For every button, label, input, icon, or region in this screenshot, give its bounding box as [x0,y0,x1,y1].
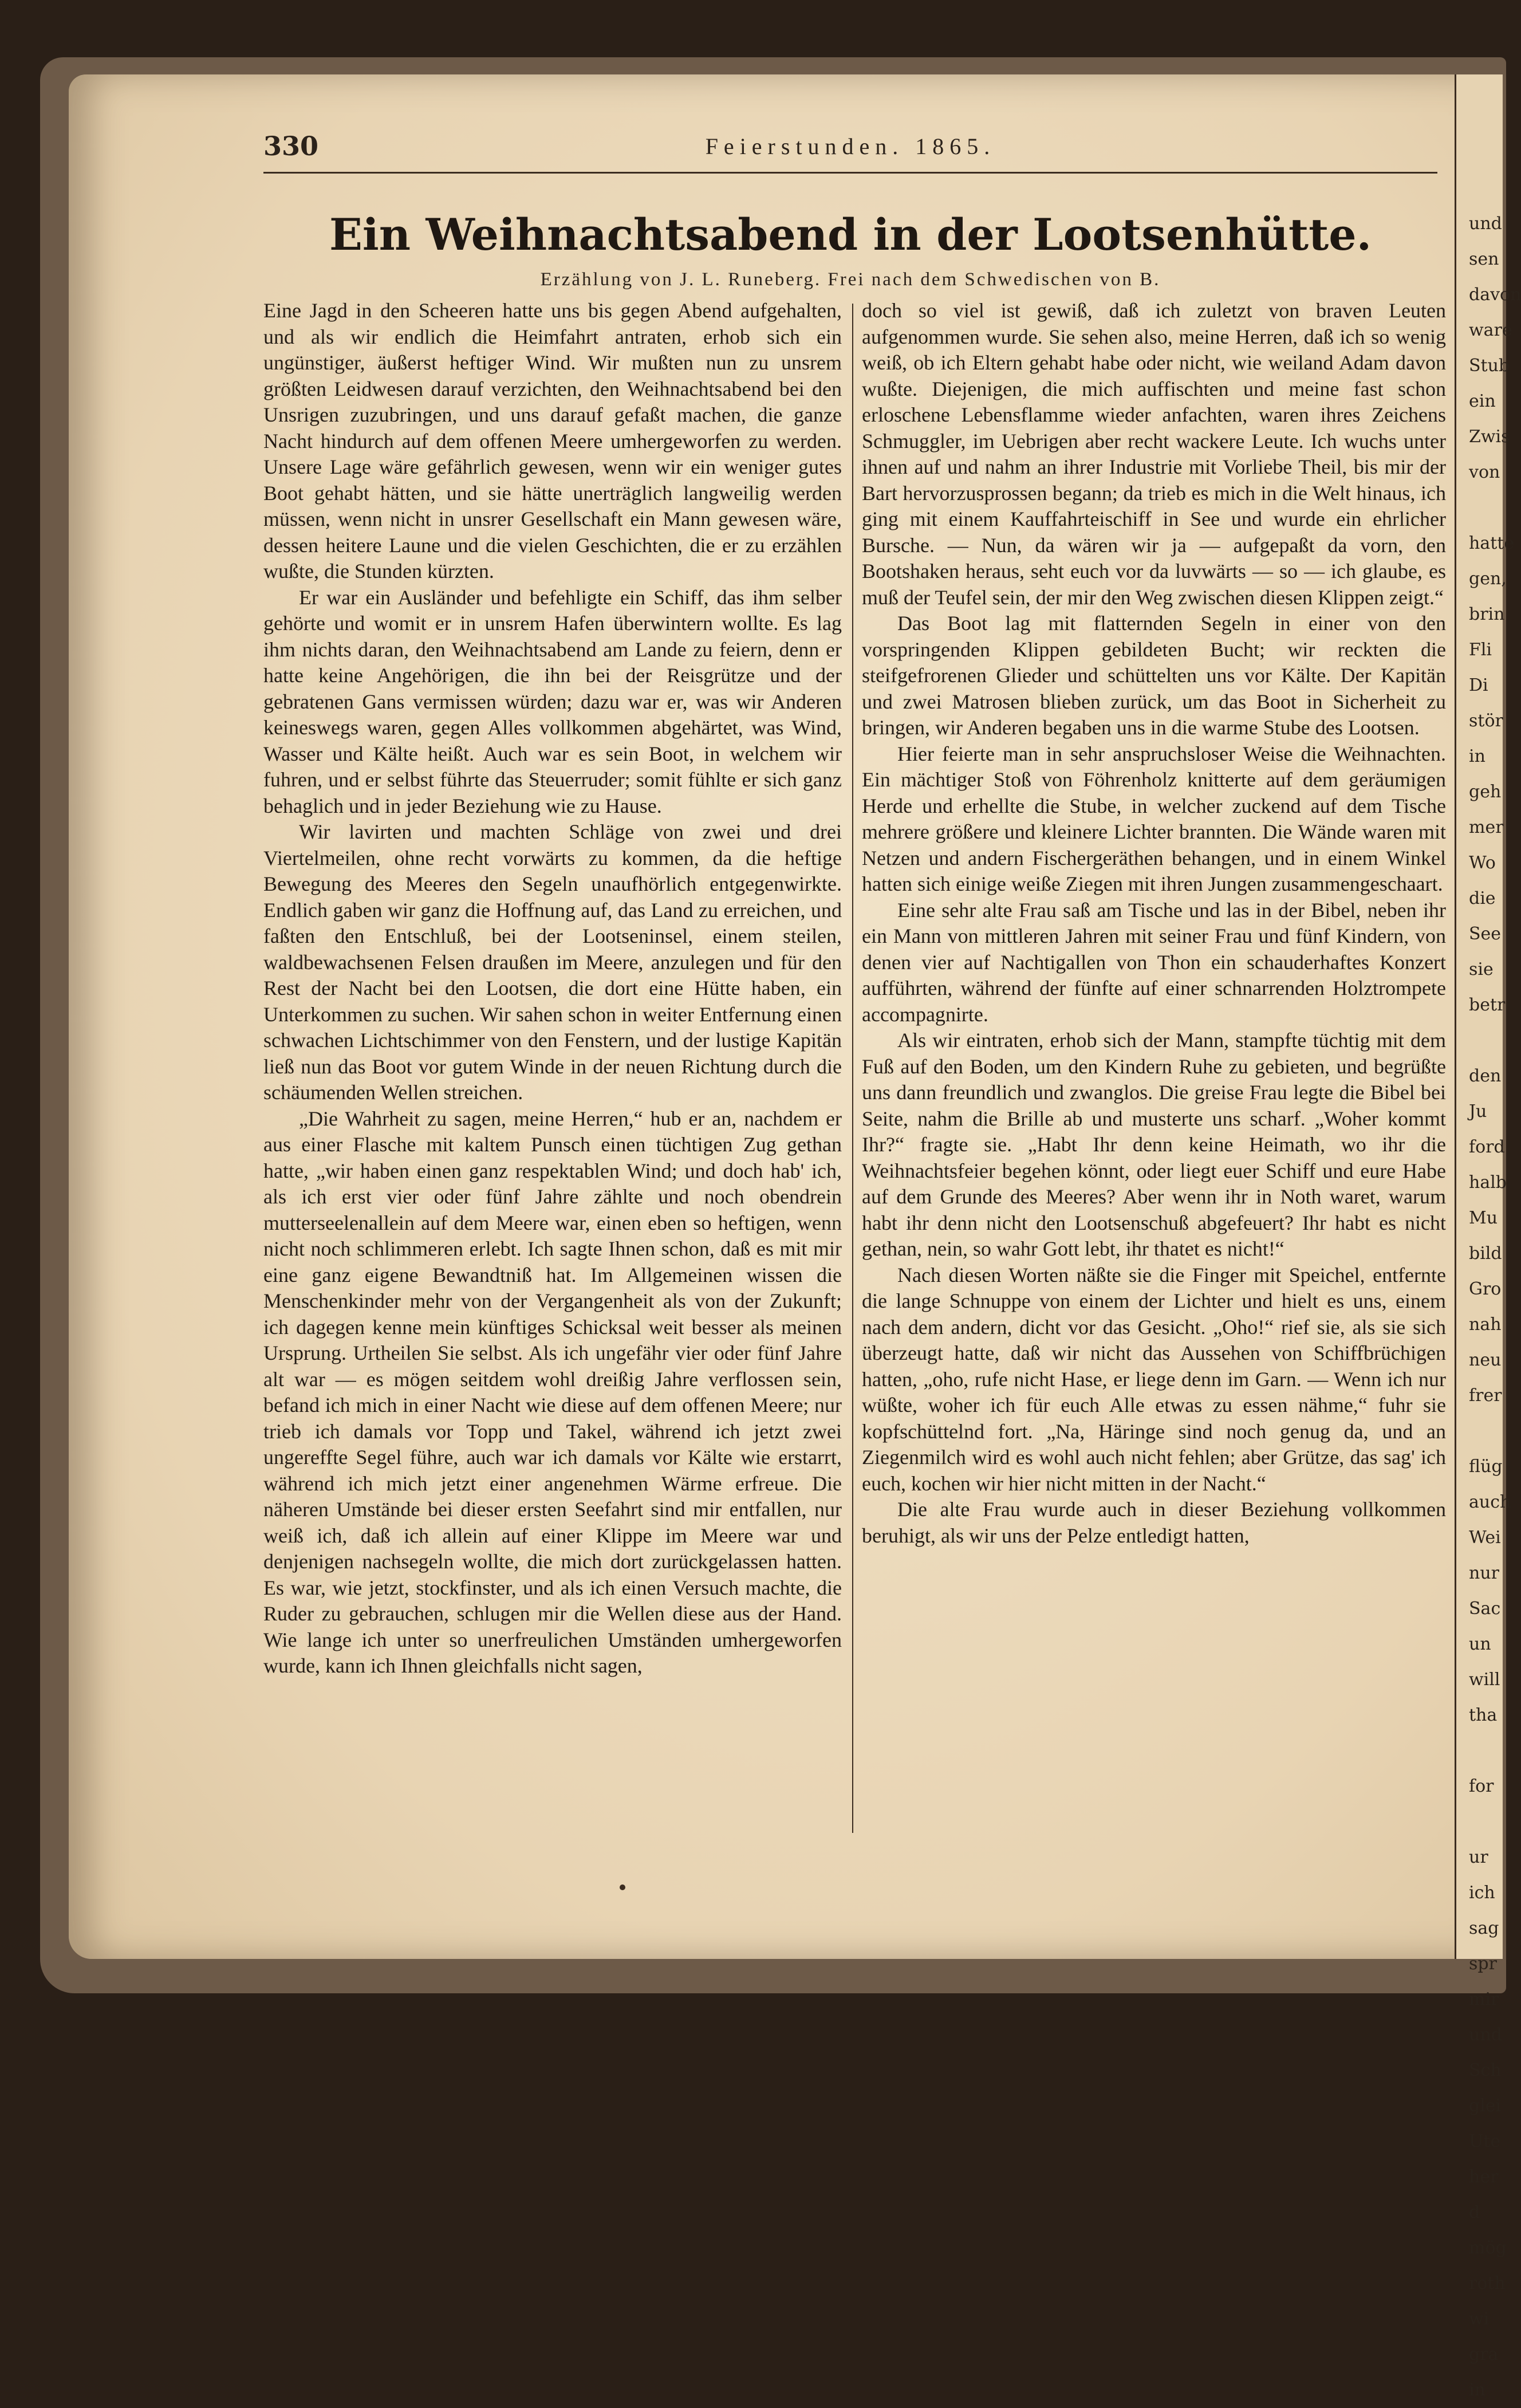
next-page-fragment: d [1469,2202,1480,2222]
paragraph: Nach diesen Worten näßte sie die Finger mit Speichel, entfernte die lange Schnuppe von einem der Lichter und hielt es uns, einem nach dem andern, dicht vor das Gesicht. „Oho!“ rief sie, als sie sich überzeugt hatte, daß wir nicht das Aussehen von Schiffbrüchigen hatten, „oho, rufe nicht Hase, er liege denn im Garn. — Wenn ich nur wüßte, woher ich für euch Alle etwas zu essen nähme,“ fuhr sie kopfschüttelnd fort. „Na, Häringe sind noch genug da, und an Ziegenmilch wird es wohl auch nicht fehlen; aber Grütze, das sag' ich euch, kochen wir hier nicht mitten in der Nacht.“ [862,1263,1446,1495]
next-page-fragment [1456,490,1503,526]
next-page-fragment: will [1469,1670,1500,1690]
page-number: 330 [263,131,319,162]
next-page-fragment: nah [1469,1315,1502,1335]
paragraph: Hier feierte man in sehr anspruchsloser Weise die Weihnachten. Ein mächtiger Stoß von Föhrenholz knitterte auf dem geräumigen Herde und erhellte die Stube, in welcher zuckend auf dem Tische mehrere größere und kleinere Lichter brannten. Die Wände waren mit Netzen und andern Fischergeräthen behangen, und in einem Winkel hatten sich einige weiße Ziegen mit ihren Jungen zusammengeschaart. [862,742,1446,895]
paragraph: Eine Jagd in den Scheeren hatte uns bis gegen Abend aufgehalten, und als wir endlich die Heimfahrt antraten, erhob sich ein ungünstiger, äußerst heftiger Wind. Wir mußten nun zu unsrem größten Leidwesen darauf verzichten, den Weihnachtsabend bei den Unsrigen zuzubringen, und uns darauf gefaßt machen, die ganze Nacht hindurch auf dem offenen Meere umhergeworfen zu werden. Unsere Lage wäre gefährlich gewesen, wenn wir ein weniger gutes Boot gehabt hätten, und sie hätte unerträglich langweilig werden müssen, wenn nicht in unsrer Gesellschaft ein Mann gewesen wäre, dessen heitere Laune und die vielen Geschichten, die er zu erzählen wußte, die Stunden kürzten. [263,299,842,583]
right-column [862,298,1446,1902]
next-page-fragment: Di [1469,675,1488,695]
next-page-fragment: un [1469,1634,1491,1654]
next-page-strip [1455,74,1521,2400]
next-page-fragment: for [1469,1776,1494,1796]
print-mark [620,1884,625,1890]
next-page-fragment: ein [1469,391,1496,411]
next-page-fragment: gra [1469,2344,1499,2364]
paragraph: doch so viel ist gewiß, daß ich zuletzt von braven Leuten aufgenommen wurde. Sie sehen also, meine Herren, daß ich so wenig weiß, ob ich Eltern gehabt habe oder nicht, wie weiland Adam davon wußte. Diejenigen, die mich auffischten und meine fast schon erloschene Lebensflamme wieder anfachten, waren ihres Zeichens Schmuggler, im Uebrigen aber recht wackere Leute. Ich wuchs unter ihnen auf und nahm an ihrer Industrie mit Vorliebe Theil, bis mir der Bart hervorzusprossen begann; da trieb es mich in die Welt hinaus, ich ging mit einem Kauffahrteischiff in See und wurde ein ehrlicher Bursche. — Nun, da wären wir ja — aufgepaßt da vorn, den Bootshaken heraus, seht euch vor da luvwärts — so — ich glaube, es muß der Teufel sein, der mir den Weg zwischen diesen Klippen zeigt.“ [862,299,1446,609]
next-page-fragment: Mu [1469,1208,1498,1228]
paragraph: Als wir eintraten, erhob sich der Mann, stampfte tüchtig mit dem Fuß auf den Boden, um den Kindern Ruhe zu gebieten, und begrüßte uns dann freundlich und zwanglos. Die greise Frau legte die Bibel bei Seite, nahm die Brille ab und musterte uns scharf. „Woher kommt Ihr?“ fragte sie. „Habt Ihr denn keine Heimath, wo ihr die Weihnachtsfeier begehen könnt, oder liegt euer Schiff und eure Habe auf dem Grunde des Meeres? Aber wenn ihr in Noth waret, warum habt ihr denn nicht den Lootsenschuß abgefeuert? Ihr habt es nicht gethan, nein, so wahr Gott lebt, ihr thatet es nicht!“ [862,1029,1446,1260]
next-page-fragment: davon [1469,285,1521,305]
next-page-fragment: in [1469,2380,1485,2400]
next-page-fragment: Ute [1469,2131,1501,2151]
next-page-fragment: die [1469,888,1496,908]
header-rule [263,172,1437,174]
next-page-fragment: See [1469,924,1502,944]
next-page-fragment: Stub [1469,356,1510,376]
left-column [263,298,842,1902]
next-page-fragment: ware [1469,320,1512,340]
next-page-fragment: ich [1469,1883,1495,1903]
next-page-fragment: sie [1469,959,1494,979]
next-page-fragment: sen [1469,249,1499,269]
next-page-fragment: Sch [1469,2060,1502,2080]
paragraph: „Die Wahrheit zu sagen, meine Herren,“ hub er an, nachdem er aus einer Flasche mit kaltem Punsch einen tüchtigen Zug gethan hatte, „wir haben einen ganz respektablen Wind; und doch hab' ich, als ich erst vier oder fünf Jahre zählte und noch obendrein mutterseelenallein auf dem Meere war, einen eben so heftigen, wenn nicht noch schlimmeren erlebt. Ich sagte Ihnen schon, daß es mit mir eine ganz eigene Bewandtniß hat. Im Allgemeinen wissen die Menschenkinder mehr von der Vergangenheit als von der Zukunft; ich dagegen kenne mein künftiges Schicksal weit besser als meinen Ursprung. Urtheilen Sie selbst. Als ich ungefähr vier oder fünf Jahre alt war — es mögen seitdem wohl dreißig Jahre verflossen sein, befand ich mich in einer Nacht wie diese auf dem offenen Meere; nur trieb ich damals vor Topp und Takel, während ich jetzt zwei ungereffte Segel führe, auch war ich damals vor Kälte wie erstarrt, während ich mich jetzt einer angenehmen Wärme erfreue. Die näheren Umstände bei dieser ersten Seefahrt sind mir entfallen, nur weiß ich, daß ich allein auf einer Klippe im Meere war und denjenigen nachsegeln wollte, die mich dort zurückgelassen hatten. Es war, wie jetzt, stockfinster, und als ich einen Versuch machte, die Ruder zu gebrauchen, schlugen mir die Wellen diese aus der Hand. Wie lange ich unter so unerfreulichen Umständen umhergeworfen wurde, kann ich Ihnen gleichfalls nicht sagen, [263,1107,842,1677]
next-page-fragment: Zwis [1469,427,1510,447]
next-page-fragment: den [1469,1066,1502,1086]
next-page-fragment [1456,1414,1503,1449]
next-page-fragment: glei [1469,2096,1502,2116]
next-page-fragment [1456,1023,1503,1059]
next-page-fragment: von [1469,462,1500,482]
next-page-fragment: Wo [1469,853,1496,873]
next-page-fragment: Gro [1469,1279,1502,1299]
next-page-fragment: in [1469,746,1485,766]
next-page-fragment: Ju [1469,1101,1487,1122]
next-page-fragment: ur [1469,1847,1488,1867]
paragraph: Die alte Frau wurde auch in dieser Beziehung vollkommen beruhigt, als wir uns der Pelze entledigt hatten, [862,1498,1446,1547]
column-divider [852,304,853,1833]
next-page-fragment: hatte [1469,533,1515,553]
next-page-fragment: bild [1469,1244,1502,1264]
paragraph: Eine sehr alte Frau saß am Tische und las in der Bibel, neben ihr ein Mann von mittleren Jahren mit seiner Frau und fünf Kindern, von denen vier auf Nachtigallen von Thon ein schauderhaftes Konzert aufführten, während der fünfte auf einer schnarrenden Holztrompete accompagnirte. [862,898,1446,1026]
next-page-fragment: flüg [1469,1457,1503,1477]
paragraph: Er war ein Ausländer und befehligte ein Schiff, das ihm selber gehörte und womit er in unsrem Hafen überwintern wollte. Es lag ihm nichts daran, den Weihnachtsabend am Lande zu feiern, denn er hatte keine Angehörigen, die ihn bei der Reisgrütze und der gebratenen Gans vermissen würden; dazu war er, was wir Anderen keineswegs waren, gegen Alles vollkommen abgehärtet, was Wind, Wasser und Kälte heißt. Auch war es sein Boot, in welchem wir fuhren, und er selbst führte das Steuerruder; somit fühlte er sich ganz behaglich und in jeder Beziehung wie zu Hause. [263,585,842,817]
next-page-fragment: neu [1469,1350,1502,1370]
next-page-fragment [1456,1733,1503,1769]
next-page-fragment: mög [1469,2238,1507,2258]
next-page-fragment: mir [1469,1989,1499,2009]
page-header [263,126,1437,172]
next-page-fragment: nur [1469,1563,1499,1583]
running-title: Feierstunden. 1865. [705,133,996,159]
next-page-fragment: und [1469,2025,1502,2045]
next-page-fragment: Wei [1469,1528,1501,1548]
next-page-fragment: Sac [1469,1599,1501,1619]
next-page-fragment: brin [1469,604,1505,624]
next-page-fragment: wi [1469,2309,1490,2329]
next-page-fragment: und [1469,214,1502,234]
next-page-fragment: gen, [1469,569,1507,589]
next-page-fragment: tha [1469,1705,1498,1725]
next-page-fragment: Fli [1469,640,1492,660]
next-page-fragment: her [1469,2167,1499,2187]
next-page-fragment: sag [1469,1918,1499,1938]
next-page-fragment: mer [1469,817,1504,837]
next-page-fragment: ford [1469,1137,1505,1157]
next-page-fragment: halb [1469,1172,1507,1193]
next-page-fragment: frer [1469,1386,1502,1406]
paragraph: Wir lavirten und machten Schläge von zwei und drei Viertelmeilen, ohne recht vorwärts zu kommen, da die heftige Bewegung des Meeres den Segeln unaufhörlich entgegenwirkte. Endlich gaben wir ganz die Hoffnung auf, das Land zu erreichen, und faßten den Entschluß, bei der Lootseninsel, einem steilen, waldbewachsenen Felsen draußen im Meere, anzulegen und für den Rest der Nacht bei den Lootsen, die dort eine Hütte haben, ein Unterkommen zu suchen. Wir sahen schon in weiter Entfernung einen schwachen Lichtschimmer von den Fenstern, und der lustige Kapitän ließ nun das Boot vor gutem Winde in der neuen Richtung durch die schäumenden Wellen streichen. [263,820,842,1104]
paragraph: Das Boot lag mit flatternden Segeln in einer von den vorspringenden Klippen gebildeten Bucht; wir reckten die steifgefrorenen Glieder und schüttelten uns vor Kälte. Der Kapitän und zwei Matrosen blieben zurück, um das Boot in Sicherheit zu bringen, wir Anderen begaben uns in die warme Stube des Lootsen. [862,612,1446,739]
next-page-fragment: auch [1469,1492,1511,1512]
next-page-fragment: stör [1469,711,1503,731]
next-page-fragment [1456,1804,1503,1840]
next-page-fragment: spr [1469,1954,1497,1974]
next-page-fragment: roth [1469,2273,1506,2293]
next-page-fragment: geh [1469,782,1502,802]
article-subtitle: Erzählung von J. L. Runeberg. Frei nach dem Schwedischen von B. [540,269,1161,290]
article-title: Ein Weihnachtsabend in der Lootsenhütte. [329,209,1372,260]
next-page-fragment: betr [1469,995,1506,1015]
